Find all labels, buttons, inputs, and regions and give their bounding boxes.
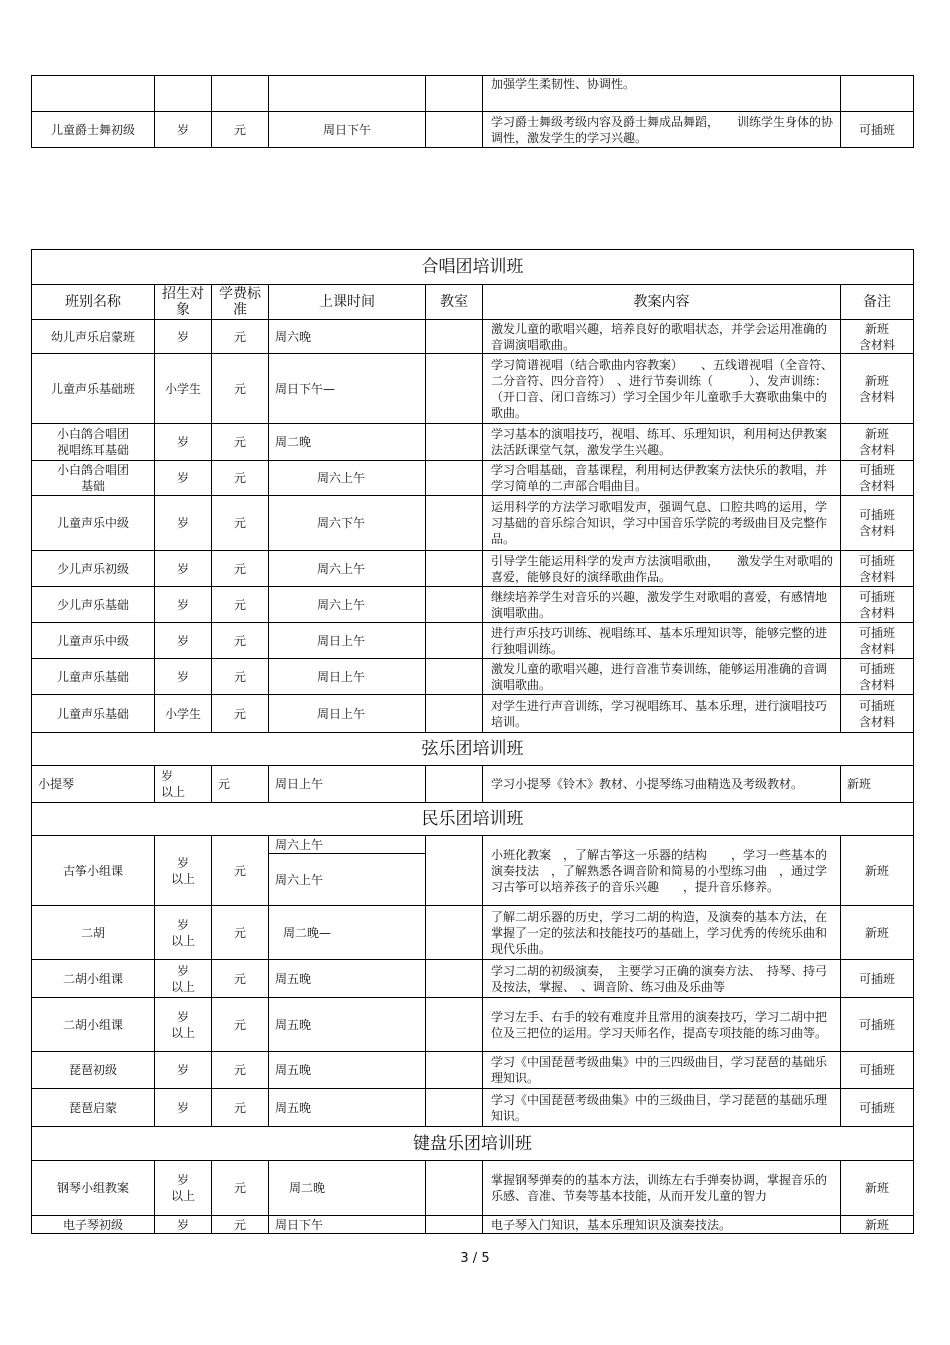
course-table [31,249,914,1234]
section-title-choir: 合唱团培训班 [32,250,914,285]
header-time: 上课时间 [269,285,426,320]
table-row [32,461,914,496]
age-cell: 岁 [155,1089,212,1127]
content-cell: 学习爵士舞级考级内容及爵士舞成品舞蹈， 训练学生身体的协调性，激发学生的学习兴趣。 [483,112,841,148]
fee-cell: 元 [212,695,269,733]
content-cell: 了解二胡乐器的历史，学习二胡的构造，及演奏的基本方法，在掌握了一定的弦法和技能技巧的基础上，学习优秀的传统乐曲和现代乐曲。 [483,906,841,960]
fee-cell: 元 [212,496,269,551]
note-cell: 新班 含材料 [841,424,914,461]
room-cell [426,76,483,112]
fee-cell: 元 [212,960,269,998]
fee-cell: 元 [212,587,269,623]
fee-cell: 元 [212,320,269,354]
time-cell: 周日上午 [269,766,426,803]
note-cell: 可插班 含材料 [841,461,914,496]
age-cell: 岁 [155,461,212,496]
age-cell: 岁 以上 [155,906,212,960]
table-row [32,320,914,354]
age-cell: 小学生 [155,354,212,424]
room-cell [426,766,483,803]
fee-cell: 元 [212,1161,269,1216]
note-cell: 新班 [841,766,914,803]
table-row [32,1052,914,1089]
section-title-strings: 弦乐团培训班 [32,733,914,766]
class-name: 儿童爵士舞初级 [32,112,155,148]
content-cell: 学习合唱基础，音基课程，利用柯达伊教案方法快乐的教唱，并学习简单的二声部合唱曲目。 [483,461,841,496]
room-cell [426,1089,483,1127]
section-title-row [32,733,914,766]
time-cell: 周日上午 [269,623,426,659]
content-cell: 学习简谱视唱（结合歌曲内容教案） 、五线谱视唱（全音符、二分音符、四分音符） 、进行节奏训练（ ）、发声训练：（开口音、闭口音练习）学习全国少年儿童歌手大赛歌曲集中的歌曲。 [483,354,841,424]
time-cell: 周二晚— [269,906,426,960]
class-name: 小白鸽合唱团 视唱练耳基础 [32,424,155,461]
note-cell: 新班 [841,1216,914,1234]
age-cell: 岁 [155,587,212,623]
table-row [32,1089,914,1127]
table-row [32,960,914,998]
class-name: 古筝小组课 [32,836,155,906]
table-row [32,551,914,587]
content-cell: 掌握钢琴弹奏的的基本方法，训练左右手弹奏协调，掌握音乐的乐感、音准、节奏等基本技能，从而开发儿童的智力 [483,1161,841,1216]
room-cell [426,960,483,998]
page-number: 3 / 5 [460,1251,490,1266]
note-cell: 可插班 含材料 [841,551,914,587]
room-cell [426,1216,483,1234]
age-cell: 岁 [155,424,212,461]
section-title-row [32,803,914,836]
class-name: 小提琴 [32,766,155,803]
time-cell: 周六上午 [269,461,426,496]
class-name: 二胡小组课 [32,960,155,998]
class-name: 儿童声乐基础 [32,659,155,695]
time-cell: 周日下午— [269,354,426,424]
header-note: 备注 [841,285,914,320]
content-cell: 小班化教案 ，了解古筝这一乐器的结构 ，学习一些基本的演奏技法 ，了解熟悉各调音阶和简易的小型练习曲 ，通过学习古筝可以培养孩子的音乐兴趣 ，提升音乐修养。 [483,836,841,906]
room-cell [426,461,483,496]
note-cell [841,76,914,112]
note-cell: 可插班 [841,112,914,148]
age-cell: 岁 以上 [155,766,212,803]
class-name: 幼儿声乐启蒙班 [32,320,155,354]
room-cell [426,836,483,906]
content-cell: 进行声乐技巧训练、视唱练耳、基本乐理知识等，能够完整的进行独唱训练。 [483,623,841,659]
time-cell [269,76,426,112]
time-cell: 周六晚 [269,320,426,354]
content-cell: 学习左手、右手的较有难度并且常用的演奏技巧，学习二胡中把位及三把位的运用。学习天师名作，提高专项技能的练习曲等。 [483,998,841,1052]
room-cell [426,424,483,461]
fee-cell: 元 [212,836,269,906]
content-cell: 引导学生能运用科学的发声方法演唱歌曲， 激发学生对歌唱的喜爱，能够良好的演绎歌曲作品。 [483,551,841,587]
content-cell: 学习《中国琵琶考级曲集》中的三级曲目，学习琵琶的基础乐理知识。 [483,1089,841,1127]
age-cell: 岁 [155,623,212,659]
room-cell [426,354,483,424]
fee-cell: 元 [212,623,269,659]
header-row [32,285,914,320]
class-name: 二胡 [32,906,155,960]
top-course-table [31,75,914,148]
note-cell: 新班 含材料 [841,320,914,354]
class-name: 少儿声乐基础 [32,587,155,623]
note-cell: 新班 [841,1161,914,1216]
table-row [32,906,914,960]
content-cell: 激发儿童的歌唱兴趣，培养良好的歌唱状态，并学会运用准确的音调演唱歌曲。 [483,320,841,354]
note-cell: 可插班 [841,960,914,998]
age-cell: 岁 [155,1216,212,1234]
time-cell: 周日下午 [269,112,426,148]
note-cell: 新班 [841,836,914,906]
age-cell: 岁 以上 [155,960,212,998]
time-cell: 周二晚 [269,1161,426,1216]
table-row [32,623,914,659]
room-cell [426,587,483,623]
content-cell: 电子琴入门知识，基本乐理知识及演奏技法。 [483,1216,841,1234]
note-cell: 可插班 [841,1052,914,1089]
section-title-keyboard: 键盘乐团培训班 [32,1127,914,1161]
content-cell: 运用科学的方法学习歌唱发声，强调气息、口腔共鸣的运用，学习基础的音乐综合知识，学习中国音乐学院的考级曲目及完整作品。 [483,496,841,551]
class-name: 儿童声乐基础班 [32,354,155,424]
fee-cell: 元 [212,354,269,424]
header-class-name: 班别名称 [32,285,155,320]
room-cell [426,998,483,1052]
content-cell: 学习小提琴《铃木》教材、小提琴练习曲精选及考级教材。 [483,766,841,803]
fee-cell: 元 [212,998,269,1052]
content-cell: 学习《中国琵琶考级曲集》中的三四级曲目，学习琵琶的基础乐理知识。 [483,1052,841,1089]
class-name: 儿童声乐中级 [32,496,155,551]
fee-cell: 元 [212,766,269,803]
room-cell [426,551,483,587]
section-title-folk: 民乐团培训班 [32,803,914,836]
time-cell: 周日下午 [269,1216,426,1234]
note-cell: 可插班 含材料 [841,496,914,551]
content-cell: 对学生进行声音训练，学习视唱练耳、基本乐理，进行演唱技巧培训。 [483,695,841,733]
note-cell: 可插班 含材料 [841,695,914,733]
age-cell: 岁 以上 [155,836,212,906]
time-cell: 周六上午 [269,551,426,587]
class-name: 钢琴小组教案 [32,1161,155,1216]
time-cell: 周日上午 [269,695,426,733]
header-content: 教案内容 [483,285,841,320]
class-name [32,76,155,112]
room-cell [426,1052,483,1089]
age-cell: 岁 [155,112,212,148]
class-name: 儿童声乐基础 [32,695,155,733]
table-row [32,76,914,112]
class-name: 二胡小组课 [32,998,155,1052]
age-cell: 岁 [155,320,212,354]
note-cell: 可插班 含材料 [841,623,914,659]
table-row [32,766,914,803]
section-title-row [32,1127,914,1161]
class-name: 小白鸽合唱团 基础 [32,461,155,496]
room-cell [426,496,483,551]
time-cell: 周六上午 [269,836,426,854]
fee-cell: 元 [212,551,269,587]
table-row [32,354,914,424]
fee-cell: 元 [212,1052,269,1089]
room-cell [426,1161,483,1216]
room-cell [426,906,483,960]
room-cell [426,623,483,659]
time-cell: 周日上午 [269,659,426,695]
note-cell: 新班 [841,906,914,960]
note-cell: 可插班 含材料 [841,587,914,623]
room-cell [426,320,483,354]
class-name: 琵琶启蒙 [32,1089,155,1127]
room-cell [426,112,483,148]
age-cell: 岁 [155,551,212,587]
time-cell: 周五晚 [269,1089,426,1127]
fee-cell: 元 [212,659,269,695]
fee-cell: 元 [212,1216,269,1234]
table-row [32,1161,914,1216]
note-cell: 新班 含材料 [841,354,914,424]
time-cell: 周二晚 [269,424,426,461]
age-cell [155,76,212,112]
fee-cell: 元 [212,112,269,148]
time-cell: 周五晚 [269,960,426,998]
fee-cell: 元 [212,424,269,461]
table-row [32,998,914,1052]
class-name: 儿童声乐中级 [32,623,155,659]
time-cell: 周六上午 [269,854,426,906]
time-cell: 周五晚 [269,1052,426,1089]
age-cell: 岁 [155,496,212,551]
time-cell: 周六上午 [269,587,426,623]
time-cell: 周五晚 [269,998,426,1052]
table-row [32,659,914,695]
age-cell: 小学生 [155,695,212,733]
fee-cell: 元 [212,461,269,496]
table-row [32,587,914,623]
content-cell: 继续培养学生对音乐的兴趣，激发学生对歌唱的喜爱，有感情地演唱歌曲。 [483,587,841,623]
table-row [32,695,914,733]
room-cell [426,695,483,733]
age-cell: 岁 [155,659,212,695]
age-cell: 岁 以上 [155,998,212,1052]
class-name: 琵琶初级 [32,1052,155,1089]
note-cell: 可插班 [841,998,914,1052]
content-cell: 学习二胡的初级演奏， 主要学习正确的演奏方法、 持琴、持弓及按法，掌握、 、调音阶、练习曲及乐曲等 [483,960,841,998]
age-cell: 岁 以上 [155,1161,212,1216]
content-cell: 加强学生柔韧性、协调性。 [483,76,841,112]
class-name: 电子琴初级 [32,1216,155,1234]
header-fee: 学费标准 [212,285,269,320]
time-cell: 周六下午 [269,496,426,551]
fee-cell [212,76,269,112]
fee-cell: 元 [212,906,269,960]
header-room: 教室 [426,285,483,320]
room-cell [426,659,483,695]
header-age: 招生对象 [155,285,212,320]
note-cell: 可插班 含材料 [841,659,914,695]
table-row [32,112,914,148]
content-cell: 学习基本的演唱技巧，视唱、练耳、乐理知识，利用柯达伊教案法活跃课堂气氛，激发学生兴趣。 [483,424,841,461]
table-row [32,496,914,551]
note-cell: 可插班 [841,1089,914,1127]
content-cell: 激发儿童的歌唱兴趣，进行音准节奏训练，能够运用准确的音调演唱歌曲。 [483,659,841,695]
table-row [32,836,914,854]
age-cell: 岁 [155,1052,212,1089]
table-row [32,424,914,461]
fee-cell: 元 [212,1089,269,1127]
section-title-row [32,250,914,285]
class-name: 少儿声乐初级 [32,551,155,587]
table-row [32,1216,914,1234]
